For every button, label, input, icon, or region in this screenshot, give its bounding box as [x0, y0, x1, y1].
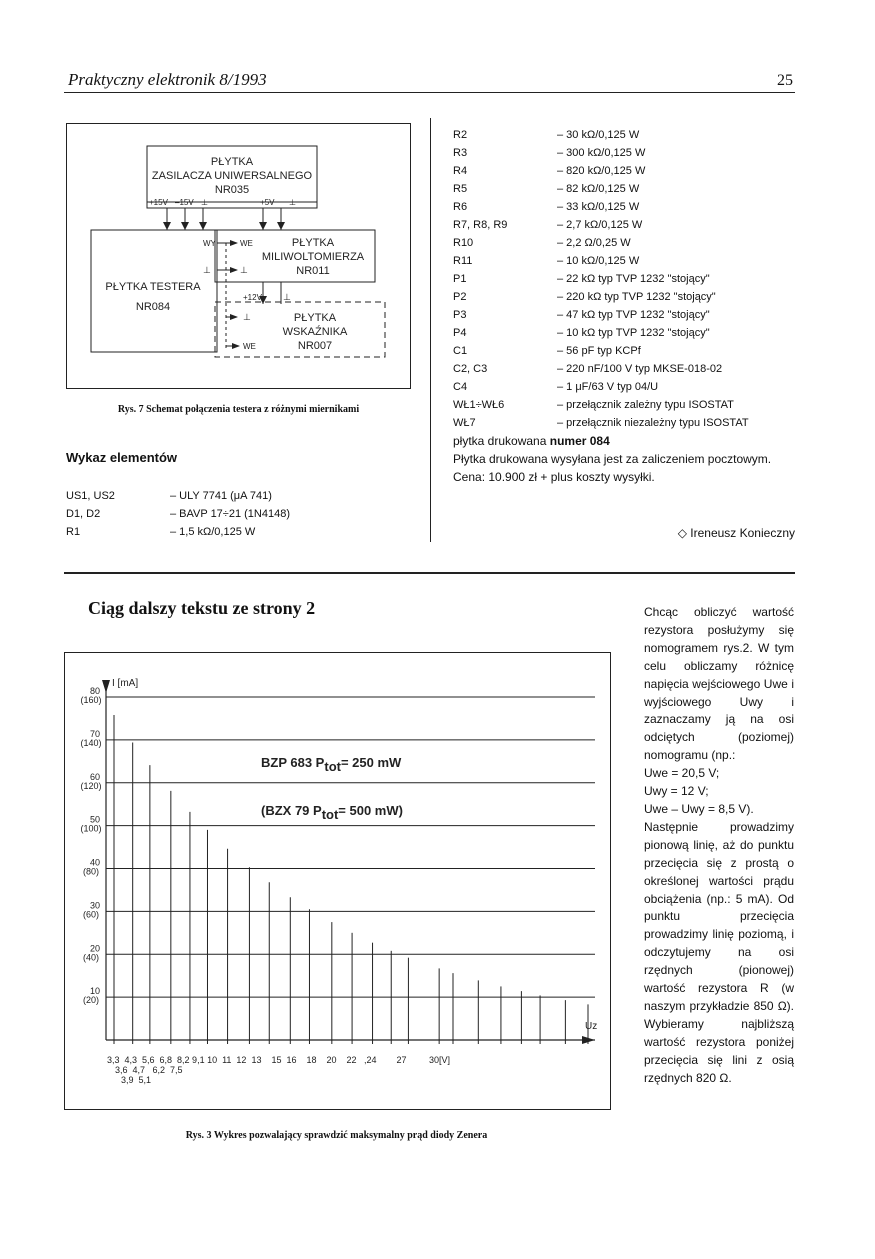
part-ref: R2 [453, 129, 468, 141]
supply-plus5: +5V [260, 198, 275, 207]
x-axis-label: Uz [585, 1021, 598, 1032]
y-tick-label: 70 [89, 728, 101, 739]
v12-label: +12V [243, 293, 262, 302]
schematic-figure [66, 123, 411, 389]
tester-gnd: ⊥ [203, 265, 211, 275]
list-item [453, 342, 798, 360]
nomogram-chart [65, 653, 610, 1109]
chart-grid [106, 683, 598, 1040]
list-item [453, 414, 798, 432]
price: Cena: 10.900 zł + plus koszty wysyłki. [453, 470, 655, 484]
part-value: – BAVP 17÷21 (1N4148) [170, 508, 290, 520]
y-tick-label: 10 [89, 986, 101, 997]
part-value: – 33 kΩ/0,125 W [557, 201, 640, 213]
wy-label: WY [203, 239, 216, 248]
supply-gnd-2: ⊥ [289, 198, 296, 207]
pcb-number: numer 084 [549, 434, 610, 448]
list-item [453, 180, 798, 198]
part-value: – ULY 7741 (μA 741) [170, 490, 272, 502]
part-value: – przełącznik niezależny typu ISOSTAT [557, 417, 749, 429]
y-tick-sublabel: (40) [82, 952, 100, 963]
parts-list-left [66, 487, 426, 541]
part-value: – przełącznik zależny typu ISOSTAT [557, 399, 734, 411]
supply-minus15: –15V [175, 198, 194, 207]
part-value: – 22 kΩ typ TVP 1232 "stojący" [557, 273, 710, 285]
running-header-title: Praktyczny elektronik 8/1993 [68, 70, 267, 89]
formula-2: Uwy = 12 V; [644, 784, 709, 799]
x-tick-row-3: 3,9 5,1 [121, 1075, 152, 1085]
zasilacz-label-3: NR035 [214, 184, 250, 196]
y-tick-label: 50 [89, 814, 101, 825]
part-ref: US1, US2 [66, 490, 115, 502]
list-item [66, 487, 426, 505]
y-tick-sublabel: (100) [80, 823, 102, 834]
page-number: 25 [777, 72, 793, 89]
list-item [453, 126, 798, 144]
y-tick-label: 20 [89, 943, 101, 954]
part-ref: P4 [453, 327, 467, 339]
mili-we: WE [240, 239, 253, 248]
list-item [453, 216, 798, 234]
paragraph-1: Chcąc obliczyć wartość rezystora posłużymy się nomogramem rys.2. W tym celu obliczamy różnicę napięcia wejściowego Uwe i wyjściowego Uwy i zaznaczamy ją na osi odciętych (poziomej) nomogramu (np.: [644, 605, 794, 763]
y-tick-sublabel: (20) [82, 995, 100, 1006]
x-tick-row-1: 3,3 4,3 5,6 6,8 8,2 9,1 10 11 12 13 15 16 18 20 22 ,24 27 30[V] [107, 1055, 451, 1065]
formula-3: Uwe – Uwy = 8,5 V). [644, 801, 754, 816]
list-item [453, 252, 798, 270]
part-value: – 30 kΩ/0,125 W [557, 129, 640, 141]
part-value: – 220 nF/100 V typ MKSE-018-02 [557, 363, 723, 375]
part-value: – 1,5 kΩ/0,125 W [170, 526, 256, 538]
pcb-prefix: płytka drukowana [453, 434, 550, 448]
part-ref: C4 [453, 381, 468, 393]
column-divider [430, 118, 431, 542]
part-ref: P2 [453, 291, 467, 303]
part-value: – 2,2 Ω/0,25 W [557, 237, 631, 249]
y-tick-sublabel: (80) [82, 866, 100, 877]
part-value: – 10 kΩ typ TVP 1232 "stojący" [557, 327, 710, 339]
part-ref: R7, R8, R9 [453, 219, 508, 231]
part-ref: R1 [66, 526, 81, 538]
part-ref: C1 [453, 345, 468, 357]
wsk-label-2: WSKAŹNIKA [282, 326, 348, 338]
tester-label-1: PŁYTKA TESTERA [105, 281, 201, 293]
section-rule [64, 572, 795, 574]
author: ◇ Ireneusz Konieczny [677, 526, 795, 540]
part-ref: R10 [453, 237, 474, 249]
part-ref: R11 [453, 255, 473, 267]
part-ref: P1 [453, 273, 467, 285]
pcb-note: Płytka drukowana wysyłana jest za zaliczeniem pocztowym. [453, 452, 772, 466]
nomogram-caption: Rys. 3 Wykres pozwalający sprawdzić maksymalny prąd diody Zenera [185, 1130, 488, 1141]
part-ref: R4 [453, 165, 468, 177]
chart-y-ticks [80, 686, 101, 1005]
y-tick-sublabel: (60) [82, 909, 100, 920]
mili-label-2: MILIWOLTOMIERZA [261, 251, 365, 263]
part-value: – 10 kΩ/0,125 W [557, 255, 640, 267]
schematic-caption: Rys. 7 Schemat połączenia testera z różnymi miernikami [117, 404, 360, 415]
list-item [453, 162, 798, 180]
paragraph-2: Następnie prowadzimy pionową linię, aż do punktu przecięcia się z prostą o określonej wartości prądu obciążenia (np.: 5 mA). Od punktu przecięcia prowadzimy linię poziomą, i odczytujemy na osi rzędnych (pionowej) wartość rezystora R (w naszym przykładzie 850 Ω). Wybieramy najbliższą wartość rezystora poniżej przecięcia się lini z osią rzędnych 820 Ω. [644, 819, 794, 1085]
wsk-gnd: ⊥ [243, 312, 251, 322]
part-value: – 47 kΩ typ TVP 1232 "stojący" [557, 309, 710, 321]
list-item [453, 360, 798, 378]
list-item [453, 306, 798, 324]
list-item [453, 288, 798, 306]
parts-list-right [453, 126, 798, 432]
parts-heading: Wykaz elementów [66, 450, 178, 465]
list-item [66, 505, 426, 523]
pcb-line [453, 432, 798, 450]
series-label-bzp: BZP 683 Ptot= 250 mW [261, 755, 402, 774]
mili-label-1: PŁYTKA [291, 237, 335, 249]
supply-gnd-1: ⊥ [201, 198, 208, 207]
zener-nomogram [64, 652, 611, 1110]
wsk-label-1: PŁYTKA [293, 312, 337, 324]
part-ref: WŁ1÷WŁ6 [453, 399, 505, 411]
mili-label-3: NR011 [296, 265, 330, 277]
header-rule [64, 92, 795, 93]
zasilacz-label-2: ZASILACZA UNIWERSALNEGO [151, 170, 313, 182]
list-item [453, 270, 798, 288]
y-axis-arrow [102, 680, 110, 693]
y-tick-sublabel: (160) [80, 695, 102, 705]
list-item [453, 396, 798, 414]
list-item [453, 378, 798, 396]
formula-1: Uwe = 20,5 V; [644, 766, 720, 781]
x-tick-row-2: 3,6 4,7 6,2 7,5 [115, 1065, 183, 1075]
part-ref: R5 [453, 183, 468, 195]
y-axis-label: I [mA] [112, 678, 139, 689]
part-value: – 56 pF typ KCPf [557, 345, 641, 357]
wsk-label-3: NR007 [297, 340, 333, 352]
part-value: – 300 kΩ/0,125 W [557, 147, 646, 159]
list-item [453, 198, 798, 216]
schematic-diagram [67, 124, 410, 388]
pcb-info [453, 432, 798, 486]
part-ref: R6 [453, 201, 468, 213]
right-text-column [644, 604, 794, 1087]
y-tick-label: 60 [89, 771, 101, 782]
wsk-we: WE [243, 342, 256, 351]
wsk-gnd-top: ⊥ [283, 292, 291, 302]
zasilacz-label-1: PŁYTKA [210, 156, 254, 168]
part-ref: WŁ7 [453, 417, 476, 429]
list-item [453, 234, 798, 252]
part-value: – 820 kΩ/0,125 W [557, 165, 646, 177]
list-item [66, 523, 426, 541]
y-tick-label: 30 [89, 900, 101, 911]
y-tick-sublabel: (120) [80, 780, 102, 791]
series-label-bzx: (BZX 79 Ptot= 500 mW) [261, 803, 403, 822]
part-value: – 1 μF/63 V typ 04/U [557, 381, 659, 393]
supply-plus15: +15V [149, 198, 168, 207]
part-ref: R3 [453, 147, 468, 159]
part-ref: D1, D2 [66, 508, 101, 520]
list-item [453, 324, 798, 342]
section-title: Ciąg dalszy tekstu ze strony 2 [88, 598, 316, 618]
part-ref: P3 [453, 309, 467, 321]
part-value: – 220 kΩ typ TVP 1232 "stojący" [557, 291, 716, 303]
part-value: – 2,7 kΩ/0,125 W [557, 219, 643, 231]
part-ref: C2, C3 [453, 363, 488, 375]
y-tick-label: 80 [89, 686, 101, 696]
part-value: – 82 kΩ/0,125 W [557, 183, 640, 195]
tester-label-2: NR084 [135, 301, 171, 313]
mili-gnd: ⊥ [240, 265, 248, 275]
y-tick-sublabel: (140) [80, 737, 102, 748]
y-tick-label: 40 [89, 857, 101, 868]
list-item [453, 144, 798, 162]
